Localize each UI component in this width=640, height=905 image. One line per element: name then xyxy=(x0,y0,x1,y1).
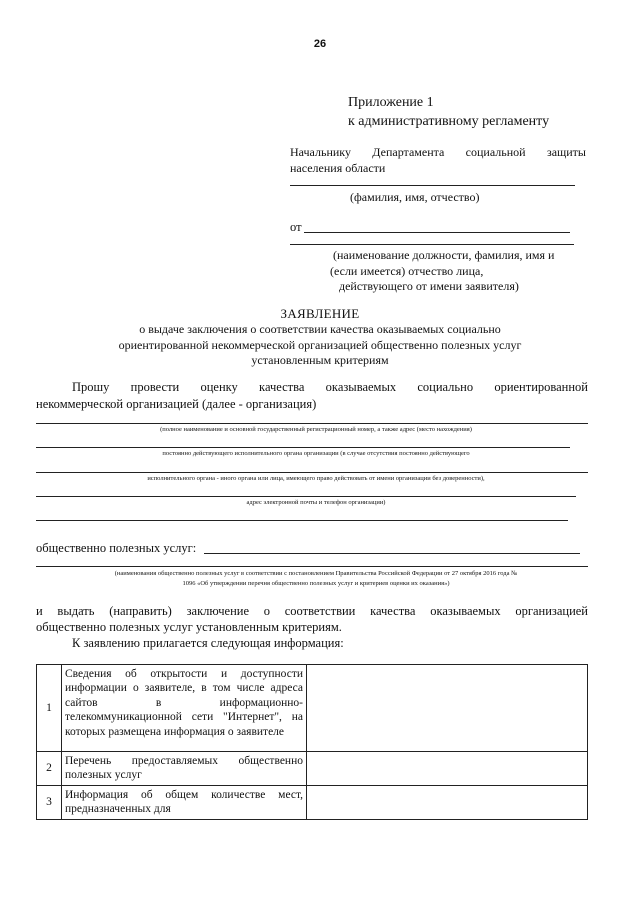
services-label: общественно полезных услуг: xyxy=(36,541,197,555)
from-caption-3: действующего от имени заявителя) xyxy=(339,279,519,293)
request-line-1: Прошу провести оценку качества оказываемых социально ориентированной xyxy=(72,380,588,394)
info-table xyxy=(36,664,588,820)
row-description: Информация об общем количестве мест, предназначенных для xyxy=(62,785,307,819)
addressee-line-2: населения области xyxy=(290,161,386,175)
services-caption-1: (наименования общественно полезных услуг в соответствии с постановлением Правительства Российской Федерации от 27 октября 2016 года № xyxy=(114,570,518,577)
from-blank-line[interactable] xyxy=(304,232,570,233)
table-row xyxy=(37,665,588,752)
table-row xyxy=(37,785,588,819)
statement-subtitle-3: установленным критериям xyxy=(251,353,389,367)
attached-info-label: К заявлению прилагается следующая информация: xyxy=(72,636,344,650)
row-number: 2 xyxy=(37,752,62,786)
from-caption-1: (наименование должности, фамилия, имя и xyxy=(333,248,555,262)
from-label: от xyxy=(290,220,302,234)
addressee-line-1: Начальнику Департамента социальной защиты xyxy=(290,145,586,159)
row-value-cell[interactable] xyxy=(307,665,588,752)
org-caption-2: постоянно действующего исполнительного органа организации (в случае отсутствия постоянно действующего xyxy=(162,450,470,457)
issue-line-1: и выдать (направить) заключение о соответствии качества оказываемых организацией xyxy=(36,604,588,618)
statement-subtitle-2: ориентированной некоммерческой организацией общественно полезных услуг xyxy=(118,338,522,352)
org-blank-line-3[interactable] xyxy=(36,472,588,473)
request-line-2: некоммерческой организацией (далее - организация) xyxy=(36,397,317,411)
org-caption-1: (полное наименование и основной государственный регистрационный номер, а также адрес (место нахождения) xyxy=(160,426,472,433)
page-number: 26 xyxy=(313,38,327,50)
row-description: Перечень предоставляемых общественно полезных услуг xyxy=(62,752,307,786)
row-value-cell[interactable] xyxy=(307,752,588,786)
table-row xyxy=(37,752,588,786)
row-value-cell[interactable] xyxy=(307,785,588,819)
appendix-subtitle: к административному регламенту xyxy=(348,114,550,129)
name-caption: (фамилия, имя, отчество) xyxy=(350,190,480,204)
org-caption-3: исполнительного органа - иного органа или лица, имеющего право действовать от имени организации без доверенности), xyxy=(147,475,485,482)
org-blank-line-4[interactable] xyxy=(36,496,576,497)
statement-subtitle-1: о выдаче заключения о соответствии качества оказываемых социально xyxy=(139,322,501,336)
appendix-title: Приложение 1 xyxy=(348,95,434,110)
org-caption-4: адрес электронной почты и телефон организации) xyxy=(246,499,386,506)
from-blank-line-2[interactable] xyxy=(290,244,574,245)
row-number: 3 xyxy=(37,785,62,819)
issue-line-2: общественно полезных услуг установленным критериям. xyxy=(36,620,342,634)
org-blank-line-5[interactable] xyxy=(36,520,568,521)
from-caption-2: (если имеется) отчество лица, xyxy=(330,264,484,278)
services-blank-line-2[interactable] xyxy=(36,566,588,567)
name-blank-line[interactable] xyxy=(290,185,575,186)
row-number: 1 xyxy=(37,665,62,752)
services-blank-line[interactable] xyxy=(204,553,580,554)
row-description: Сведения об открытости и доступности информации о заявителе, в том числе адреса сайтов в информационно-телекоммуникационной сети "Интернет", на которых размещена информация о заявителе xyxy=(62,665,307,752)
org-blank-line-2[interactable] xyxy=(36,447,570,448)
services-caption-2: 1096 «Об утверждении перечня общественно полезных услуг и критериев оценки их оказания») xyxy=(182,580,450,587)
statement-title: ЗАЯВЛЕНИЕ xyxy=(280,306,360,321)
org-blank-line-1[interactable] xyxy=(36,423,588,424)
